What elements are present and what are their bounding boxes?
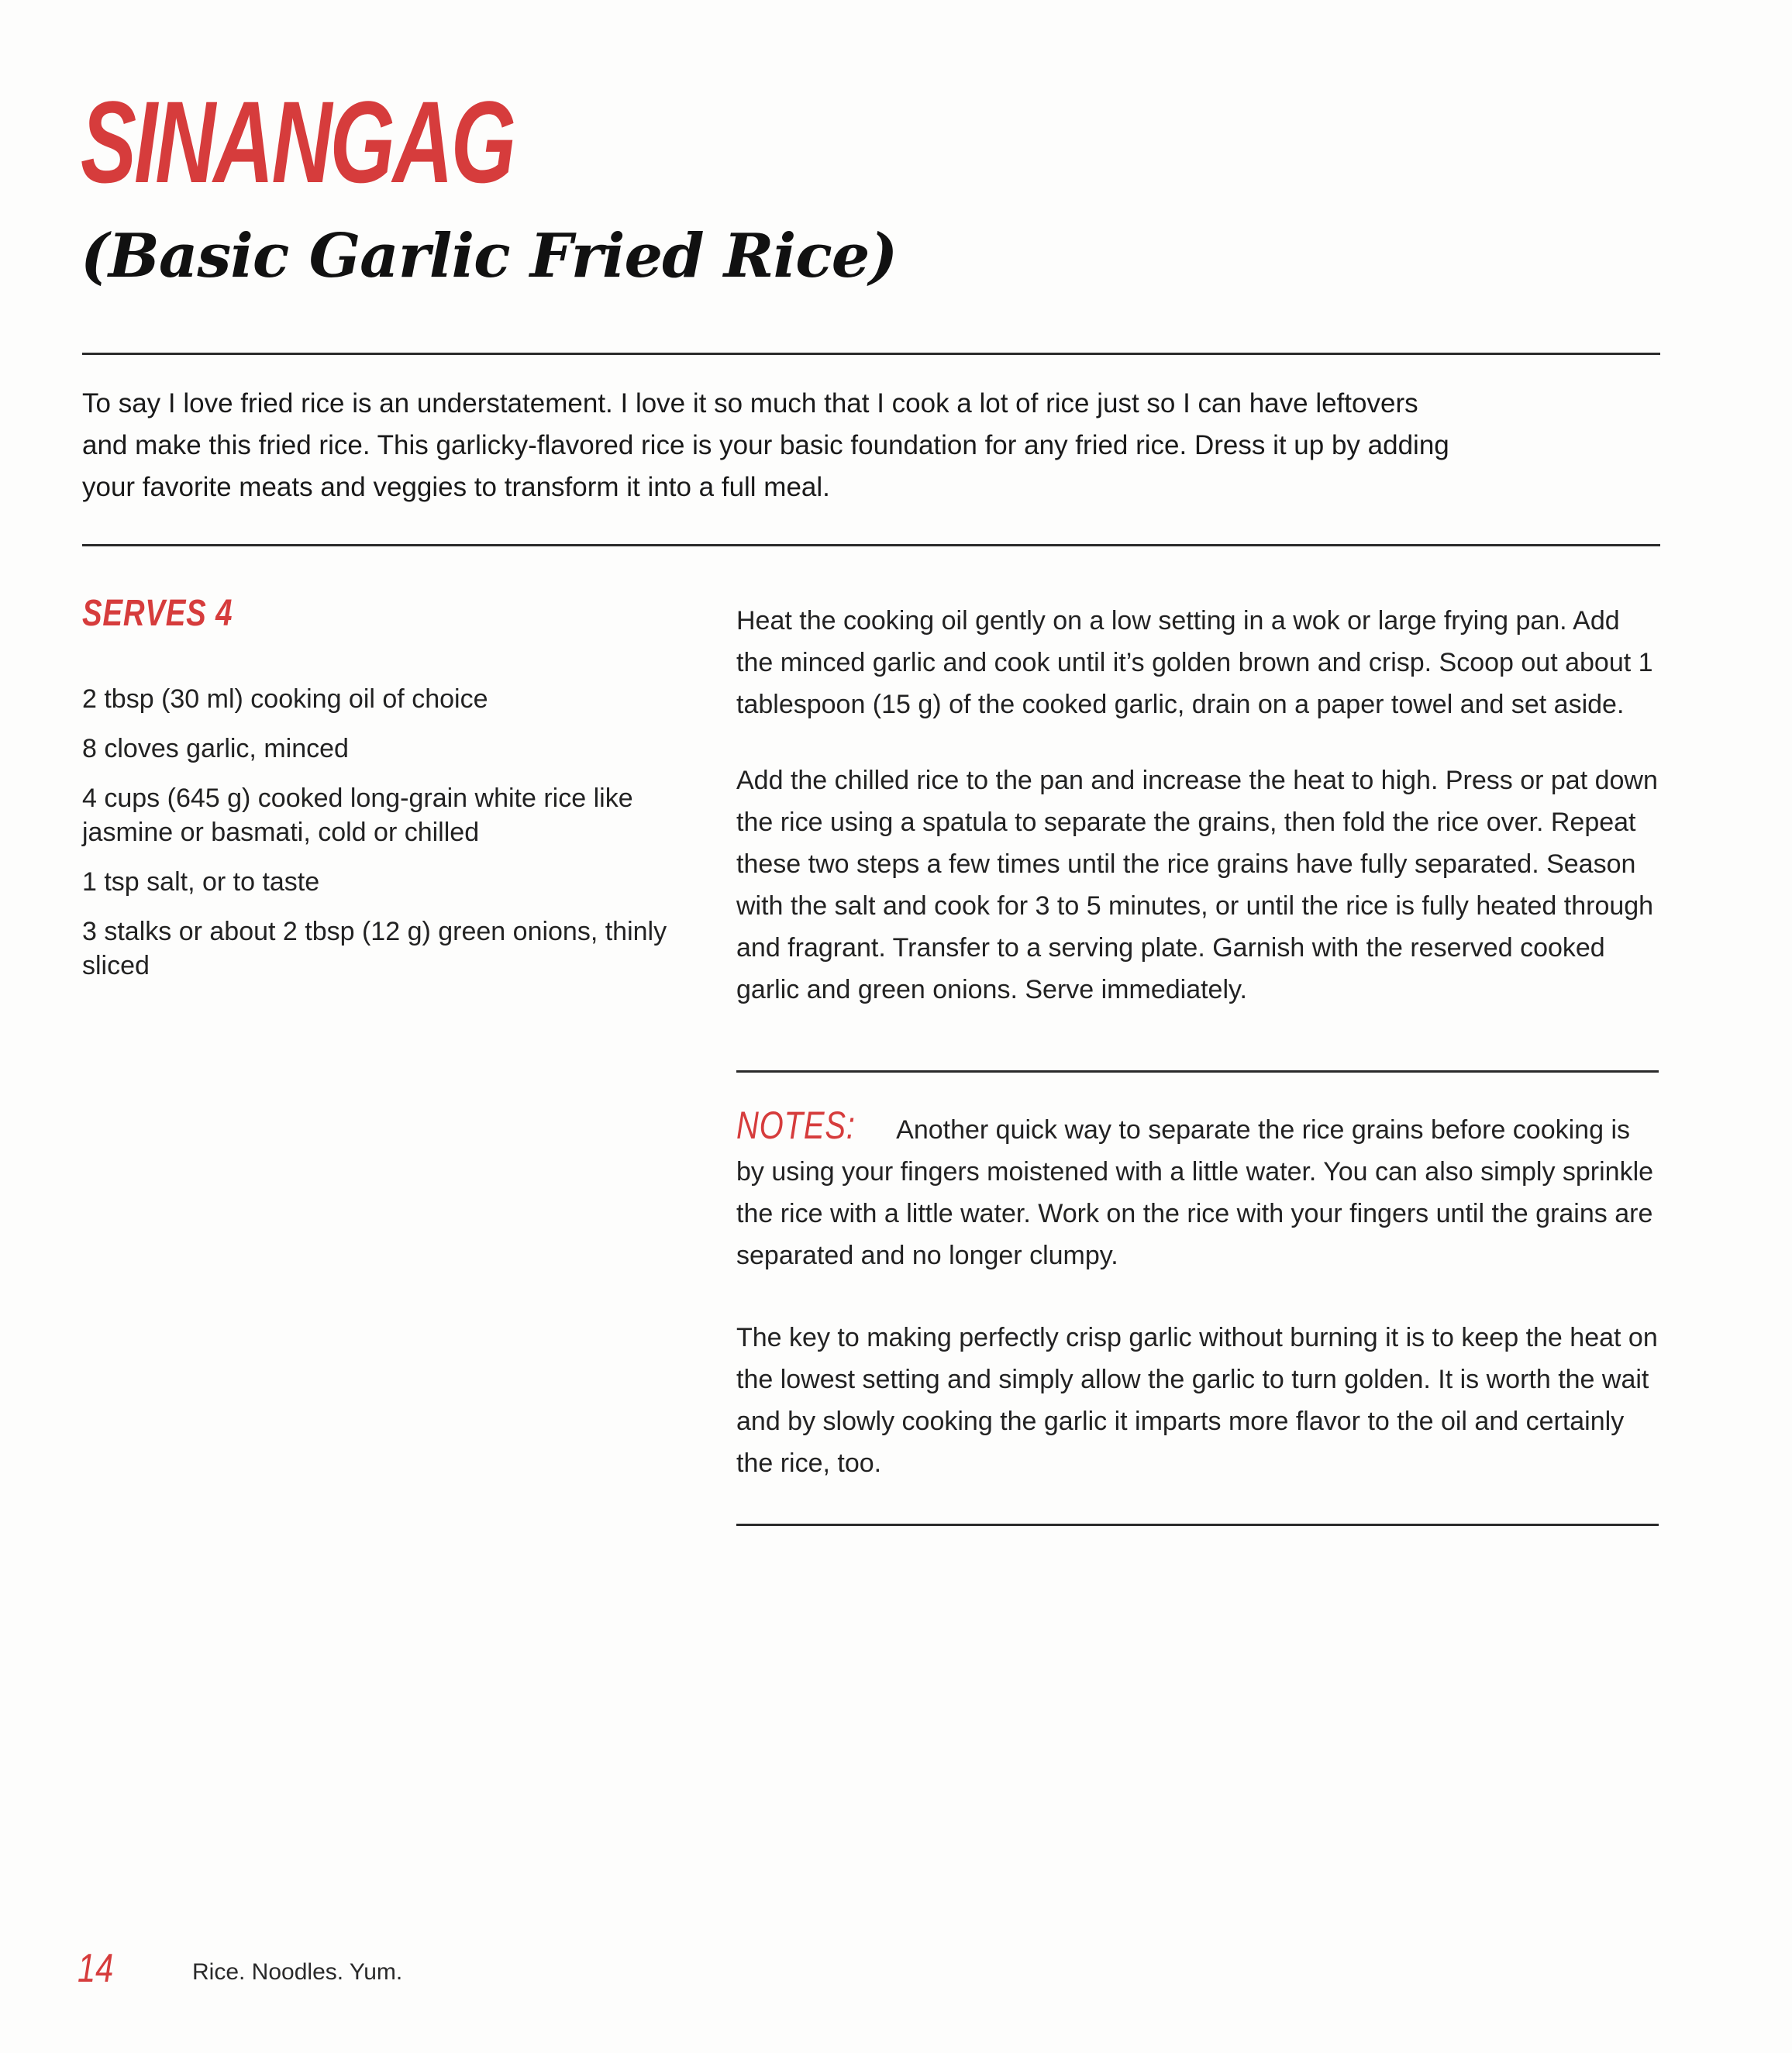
divider-notes bbox=[736, 1524, 1659, 1526]
note-paragraph: The key to making perfectly crisp garlic without burning it is to keep the heat on the lowest setting and simply allow the garlic to turn golden. It is worth the wait and by slowly cooking the garlic it imparts more flavor to the oil and certainly the rice, too. bbox=[736, 1323, 1658, 1478]
ingredient-item: 3 stalks or about 2 tbsp (12 g) green onions, thinly sliced bbox=[82, 917, 667, 980]
divider-method bbox=[736, 1070, 1659, 1073]
running-footer: Rice. Noodles. Yum. bbox=[192, 1959, 403, 1985]
method-section bbox=[736, 600, 1659, 1045]
note-text: Another quick way to separate the rice grains before cooking is by using your fingers moistened with a little water. You can also simply sprinkle the rice with a little water. Work on the rice with your fingers until the grains are separated and no longer clumpy. bbox=[736, 1115, 1654, 1270]
page-number: 14 bbox=[78, 1946, 114, 1991]
ingredient-item: 4 cups (645 g) cooked long-grain white rice like jasmine or basmati, cold or chilled bbox=[82, 784, 633, 847]
ingredient-item: 8 cloves garlic, minced bbox=[82, 734, 349, 763]
notes-section bbox=[736, 1104, 1659, 1524]
ingredient-item: 2 tbsp (30 ml) cooking oil of choice bbox=[82, 684, 488, 714]
ingredient-item: 1 tsp salt, or to taste bbox=[82, 867, 320, 897]
method-step: Add the chilled rice to the pan and increase the heat to high. Press or pat down the rice using a spatula to separate the grains, then fold the rice over. Repeat these two steps a few times until the rice grains have fully separated. Season with the salt and cook for 3 to 5 minutes, or until the rice is fully heated through and fragrant. Transfer to a serving plate. Garnish with the reserved cooked garlic and green onions. Serve immediately. bbox=[736, 766, 1658, 1004]
recipe-intro: To say I love fried rice is an understatement. I love it so much that I cook a lot of rice just so I can have leftovers and make this fried rice. This garlicky-flavored rice is your basic foundation for any fried rice. Dress it up by adding your favorite meats and veggies to transform it into a full meal. bbox=[82, 388, 1449, 502]
divider-top bbox=[82, 353, 1660, 355]
recipe-title: SINANGAG bbox=[81, 77, 514, 207]
divider-intro bbox=[82, 544, 1660, 546]
method-step: Heat the cooking oil gently on a low setting in a wok or large frying pan. Add the minced garlic and cook until it’s golden brown and crisp. Scoop out about 1 tablespoon (15 g) of the cooked garlic, drain on a paper towel and set aside. bbox=[736, 606, 1653, 719]
note-paragraph bbox=[736, 1104, 1659, 1276]
notes-label: NOTES: bbox=[736, 1104, 856, 1147]
ingredient-list bbox=[82, 682, 687, 998]
recipe-subtitle: (Basic Garlic Fried Rice) bbox=[81, 221, 898, 291]
serves-heading: SERVES 4 bbox=[82, 593, 233, 634]
